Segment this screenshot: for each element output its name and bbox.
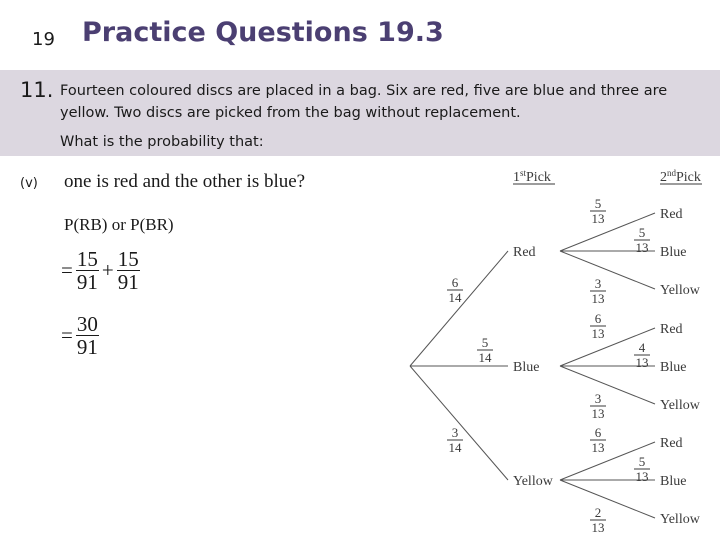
part-question: one is red and the other is blue? [64,171,306,192]
fraction-first-blue-denominator: 14 [478,350,492,365]
fraction-first-yellow-numerator: 3 [451,425,459,440]
fraction-first-red-numerator: 6 [451,275,459,290]
fraction-second-red-blue-denominator: 13 [635,240,649,255]
fraction-second-blue-red-denominator: 13 [591,326,605,341]
question-prompt: What is the probability that: [60,134,264,150]
fraction-first-red-denominator: 14 [448,290,462,305]
fraction-first-yellow-denominator: 14 [448,440,462,455]
equals-sign: = [61,323,73,347]
second-outcome-blue-red: Red [660,322,683,337]
fraction-second-red-red-denominator: 13 [591,211,605,226]
first-outcome-red: Red [513,245,536,260]
fraction-second-yellow-red-denominator: 13 [591,440,605,455]
page-title: Practice Questions 19.3 [82,17,444,48]
chapter-number: 19 [32,29,55,50]
equals-sign: = [61,258,73,282]
fraction-second-yellow-blue-numerator: 5 [638,454,646,469]
question-number: 11. [20,78,54,102]
second-outcome-red-yellow: Yellow [660,283,700,298]
part-label: (v) [20,176,38,191]
fraction-second-yellow-yellow-denominator: 13 [591,520,605,535]
second-pick-heading: 2ndPick [660,168,701,185]
fraction-second-yellow-blue-denominator: 13 [635,469,649,484]
second-outcome-yellow-red: Red [660,436,683,451]
fraction-first-blue-numerator: 5 [481,335,489,350]
fraction-second-yellow-yellow-numerator: 2 [594,505,602,520]
fraction-numerator: 15 [76,247,98,271]
fraction-numerator: 30 [76,312,98,336]
second-outcome-yellow-blue: Blue [660,474,687,489]
fraction-second-red-red-numerator: 5 [594,196,602,211]
fraction-second-blue-yellow-numerator: 3 [594,391,602,406]
branch-second-red-yellow [560,251,655,289]
question-text: Fourteen coloured discs are placed in a bag. Six are red, five are blue and three are yellow. Two discs are picked from the bag without replacement. [60,83,668,121]
probability-expression: P(RB) or P(BR) [64,215,174,234]
second-outcome-yellow-yellow: Yellow [660,512,700,527]
plus-sign: + [101,258,114,282]
fraction-second-blue-blue-numerator: 4 [638,340,646,355]
branch-second-yellow-yellow [560,480,655,518]
fraction-second-red-yellow-denominator: 13 [591,291,605,306]
first-outcome-blue: Blue [513,360,540,375]
fraction-second-blue-yellow-denominator: 13 [591,406,605,421]
fraction-second-red-yellow-numerator: 3 [594,276,602,291]
fraction-denominator: 91 [76,270,98,294]
second-outcome-red-red: Red [660,207,683,222]
fraction-second-blue-red-numerator: 6 [594,311,602,326]
fraction-second-blue-blue-denominator: 13 [635,355,649,370]
first-outcome-yellow: Yellow [513,474,553,489]
second-outcome-blue-blue: Blue [660,360,687,375]
fraction-second-red-blue-numerator: 5 [638,225,646,240]
branch-first-yellow [410,366,508,480]
fraction-numerator: 15 [117,247,139,271]
branch-first-red [410,251,508,366]
first-pick-heading: 1stPick [513,168,551,185]
fraction-denominator: 91 [76,335,98,359]
fraction-second-yellow-red-numerator: 6 [594,425,602,440]
second-outcome-blue-yellow: Yellow [660,398,700,413]
fraction-denominator: 91 [117,270,139,294]
second-outcome-red-blue: Blue [660,245,687,260]
branch-second-blue-yellow [560,366,655,404]
